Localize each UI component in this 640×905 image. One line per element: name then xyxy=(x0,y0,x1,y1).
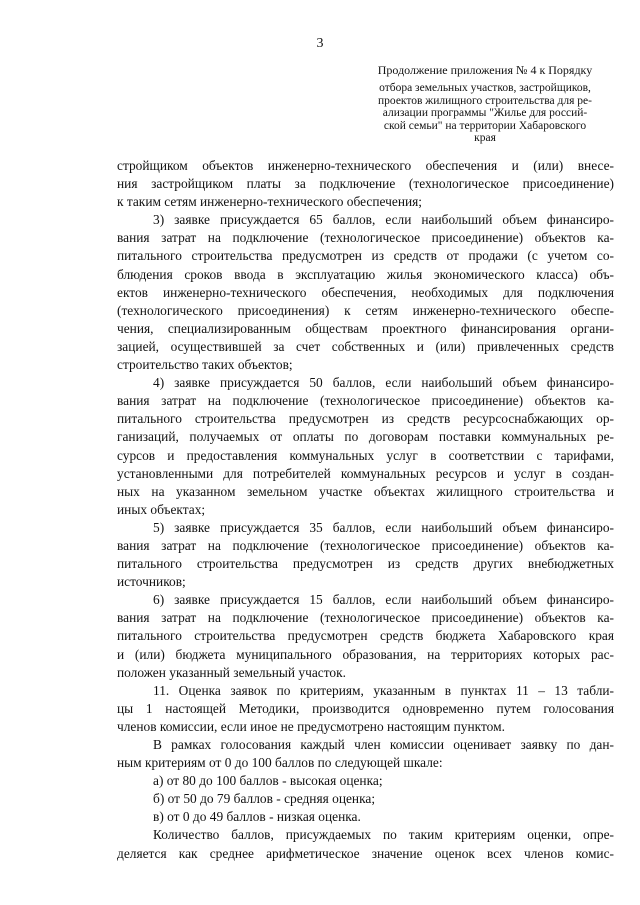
text-line: б) от 50 до 79 баллов - средняя оценка; xyxy=(153,791,376,807)
paragraph xyxy=(117,519,614,591)
text-line: к таким сетям инженерно-технического обеспечения; xyxy=(117,194,423,210)
text-line: 6) заявке присуждается 15 баллов, если наибольший объем финансиро- xyxy=(153,592,614,608)
text-line: и (или) бюджета муниципального образования, на территориях которых рас- xyxy=(117,646,614,662)
text-line: сурсов и предоставления коммунальных услуг в соответствии с тарифами, xyxy=(117,447,614,463)
header-line: края xyxy=(474,132,496,145)
text-line: вания затрат на подключение (технологическое присоединение) объектов ка- xyxy=(117,537,614,553)
text-line: ганизаций, получаемых от оплаты по договорам поставки коммунальных ре- xyxy=(117,429,614,445)
text-line: 3) заявке присуждается 65 баллов, если наибольший объем финансиро- xyxy=(153,212,614,228)
text-line: строительство таких объектов; xyxy=(117,357,293,373)
paragraph xyxy=(117,736,614,772)
text-line: питального строительства предусмотрен из средств ресурсоснабжающих ор- xyxy=(117,411,614,427)
text-line: чения, специализированным обществам проектного финансирования органи- xyxy=(117,320,614,336)
body-text xyxy=(117,157,614,863)
text-line: питального строительства предусмотрен из средств от продажи (с учетом со- xyxy=(117,248,614,264)
paragraph xyxy=(117,682,614,736)
text-line: вания затрат на подключение (технологическое присоединение) объектов ка- xyxy=(117,610,614,626)
text-line: 4) заявке присуждается 50 баллов, если наибольший объем финансиро- xyxy=(153,375,614,391)
appendix-header xyxy=(360,64,610,144)
text-line: источников; xyxy=(117,574,186,590)
paragraph xyxy=(117,826,614,862)
text-line: членов комиссии, если иное не предусмотрено настоящим пунктом. xyxy=(117,718,505,734)
header-line: Продолжение приложения № 4 к Порядку xyxy=(377,63,593,77)
paragraph xyxy=(117,772,614,790)
text-line: питального строительства предусмотрен из средств других внебюджетных xyxy=(117,556,614,572)
text-line: В рамках голосования каждый член комиссии оценивает заявку по дан- xyxy=(153,737,614,752)
text-line: стройщиком объектов инженерно-технического обеспечения и (или) внесе- xyxy=(117,158,614,173)
text-line: цы 1 настоящей Методики, производится одновременно путем голосования xyxy=(117,700,614,716)
header-line: отбора земельных участков, застройщиков, xyxy=(379,82,591,95)
paragraph xyxy=(117,157,614,211)
text-line: питального строительства предусмотрен средств бюджета Хабаровского края xyxy=(117,628,614,644)
text-line: (технологического присоединения) к сетям инженерно-технического обеспе- xyxy=(117,302,614,318)
paragraph xyxy=(117,211,614,374)
text-line: деляется как среднее арифметическое значение оценок всех членов комис- xyxy=(117,845,614,861)
text-line: в) от 0 до 49 баллов - низкая оценка. xyxy=(153,809,361,825)
text-line: ния застройщиком платы за подключение (технологическое присоединение) xyxy=(117,176,614,192)
text-line: Количество баллов, присуждаемых по таким критериям оценки, опре- xyxy=(153,827,614,843)
header-line: ской семьи" на территории Хабаровского xyxy=(383,119,587,132)
text-line: ектов инженерно-технического обеспечения, необходимых для подключения xyxy=(117,284,614,300)
text-line: положен указанный земельный участок. xyxy=(117,664,346,680)
text-line: ных на указанном земельном участке объектах жилищного строительства и xyxy=(117,483,614,499)
text-line: установленными для потребителей коммунальных ресурсов и услуг в создан- xyxy=(117,465,614,481)
text-line: иных объектах; xyxy=(117,501,206,517)
text-line: 11. Оценка заявок по критериям, указанным в пунктах 11 – 13 табли- xyxy=(153,682,614,698)
text-line: ным критериям от 0 до 100 баллов по следующей шкале: xyxy=(117,755,443,771)
paragraph xyxy=(117,591,614,681)
paragraph xyxy=(117,374,614,519)
header-line: ализации программы "Жилье для россий- xyxy=(382,107,588,120)
text-line: а) от 80 до 100 баллов - высокая оценка; xyxy=(153,773,383,789)
header-line: проектов жилищного строительства для ре- xyxy=(378,94,592,107)
text-line: вания затрат на подключение (технологическое присоединение) объектов ка- xyxy=(117,230,614,246)
text-line: 5) заявке присуждается 35 баллов, если наибольший объем финансиро- xyxy=(153,519,614,535)
text-line: зацией, осуществившей за счет собственных и (или) привлеченных средств xyxy=(117,338,614,354)
paragraph xyxy=(117,790,614,808)
paragraph xyxy=(117,808,614,826)
page-number: 3 xyxy=(316,36,324,51)
text-line: вания затрат на подключение (технологическое присоединение) объектов ка- xyxy=(117,393,614,409)
text-line: блюдения сроков ввода в эксплуатацию жилья экономического класса) объ- xyxy=(117,266,614,282)
